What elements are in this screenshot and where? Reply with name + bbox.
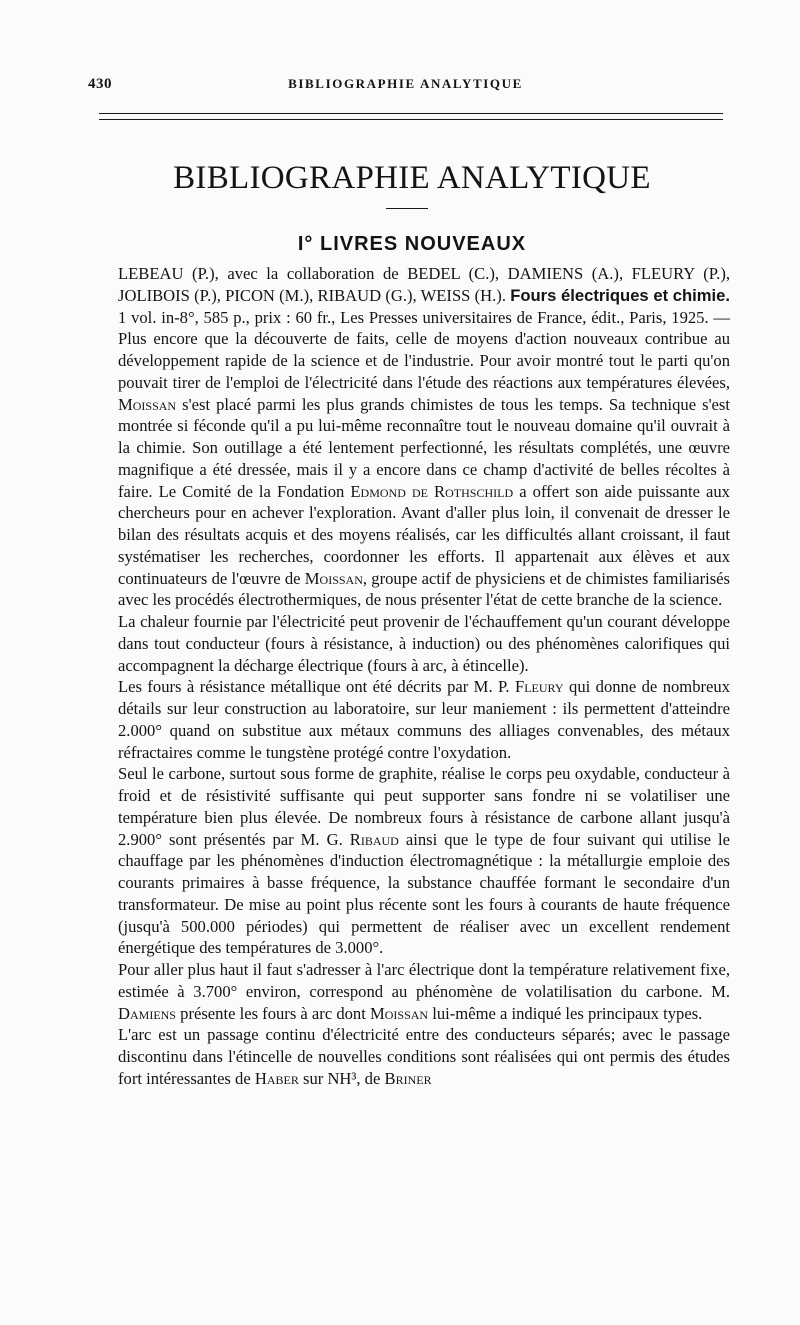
page-number: 430 xyxy=(88,76,112,92)
review-paragraph-3 xyxy=(118,676,730,763)
entry-authors: LEBEAU (P.), avec la collaboration de BEDEL (C.), DAMIENS (A.), FLEURY (P.), JOLIBOIS (P.), PICON (M.), RIBAUD (G.), WEISS (H.). xyxy=(118,264,730,305)
person-name: Fleury xyxy=(515,677,564,697)
person-name: Moissan xyxy=(370,1003,429,1023)
review-paragraph-6 xyxy=(118,1024,730,1089)
person-name: Haber xyxy=(254,1068,299,1088)
person-name: Briner xyxy=(384,1068,432,1088)
running-title: BIBLIOGRAPHIE ANALYTIQUE xyxy=(288,76,523,91)
paragraph-6-text-a: L'arc est un passage continu d'électricité entre des conducteurs séparés; avec le passage discontinu dans l'étincelle de nouvelles conditions sont réalisées qui ont permis des études fort intéressantes de xyxy=(118,1025,730,1088)
paragraph-4-text-b: ainsi que le type de four suivant qui utilise le chauffage par les phénomènes d'induction électromagnétique : la métallurgie emploie des courants primaires à basse fréquence, la substance chauffée formant le secondaire d'un transformateur. De mise au point plus récente sont les fours à courants de haute fréquence (jusqu'à 500.000 périodes) qui permettent de réaliser avec un excellent rendement énergétique des températures de 3.000°. xyxy=(118,829,730,958)
person-name: Damiens xyxy=(118,1003,176,1023)
review-paragraph-1 xyxy=(118,263,730,611)
page-title: BIBLIOGRAPHIE ANALYTIQUE xyxy=(173,160,651,196)
paragraph-5-text-c: lui-même a indiqué les principaux types. xyxy=(432,1003,703,1023)
review-body xyxy=(118,263,730,1090)
review-paragraph-4 xyxy=(118,763,730,959)
person-name: Moissan xyxy=(304,568,363,588)
review-paragraph-5 xyxy=(118,959,730,1024)
paragraph-1-text-c: a offert son aide puissante aux chercheurs pour en achever l'exploration. Avant d'aller plus loin, il convenait de dresser le bilan des résultats acquis et des moyens réalisés, car les difficultés allant croissant, il faut systématiser les recherches, coordonner les efforts. Il appartenait aux élèves et aux continuateurs de l'œuvre de xyxy=(118,481,730,588)
person-name: Moissan xyxy=(118,394,177,414)
header-double-rule xyxy=(99,113,723,120)
paragraph-6-text-b: sur NH³, de xyxy=(303,1068,381,1088)
running-header xyxy=(88,76,723,98)
publication-details: 1 vol. in-8°, 585 p., prix : 60 fr., Les Presses universitaires de France, édit., Paris, 1925. — xyxy=(118,307,730,327)
paragraph-1-text-d: , groupe actif de physiciens et de chimistes familiarisés avec les procédés électrothermiques, de nous présenter l'état de cette branche de la science. xyxy=(118,568,730,610)
person-name: Ribaud xyxy=(349,829,399,849)
paragraph-2-text: La chaleur fournie par l'électricité peut provenir de l'échauffement qu'un courant développe dans tout conducteur (fours à résistance, à induction) ou des phénomènes calorifiques qui accompagnent la décharge électrique (fours à arc, à étincelle). xyxy=(118,612,730,675)
section-heading: I° LIVRES NOUVEAUX xyxy=(297,233,527,255)
paragraph-5-text-a: Pour aller plus haut il faut s'adresser à l'arc électrique dont la température relativement fixe, estimée à 3.700° environ, correspond au phénomène de volatilisation du carbone. M. xyxy=(118,960,730,1001)
paragraph-5-text-b: présente les fours à arc dont xyxy=(180,1003,366,1023)
paragraph-1-text-a: Plus encore que la découverte de faits, celle de moyens d'action nouveaux contribue au développement rapide de la science et de l'industrie. Pour avoir montré tout le parti qu'on pouvait tirer de l'emploi de l'électricité dans l'étude des réactions aux températures élevées, xyxy=(118,329,730,392)
paragraph-3-text-a: Les fours à résistance métallique ont été décrits par M. P. xyxy=(118,677,510,697)
paragraph-3-text-b: qui donne de nombreux détails sur leur construction au laboratoire, sur leur maniement : ils permettent d'atteindre 2.000° quand on substitue aux métaux communs des alliages convenables, des métaux réfractaires comme le tungstène protégé contre l'oxydation. xyxy=(118,677,730,762)
paragraph-4-text-a: Seul le carbone, surtout sous forme de graphite, réalise le corps peu oxydable, conducteur à froid et de résistivité suffisante qui peut supporter sans fondre ni se volatiliser une température bien plus élevée. De nombreux fours à résistance de carbone allant jusqu'à 2.900° sont présentés par M. G. xyxy=(118,764,730,849)
title-ornament-rule xyxy=(386,208,428,209)
review-paragraph-2 xyxy=(118,611,730,676)
book-title: Fours électriques et chimie. xyxy=(510,285,730,305)
person-name: Edmond de Rothschild xyxy=(350,481,514,501)
paragraph-1-text-b: s'est placé parmi les plus grands chimistes de tous les temps. Sa technique s'est montrée si féconde qu'il a pu lui-même reconnaître tout le nouveau domaine qu'il ouvrait à la chimie. Son outillage a été lentement perfectionné, les résultats complétés, une œuvre magnifique a été dressée, mais il y a encore dans ce champ d'activité de belles récoltes à faire. Le Comité de la Fondation xyxy=(118,394,730,501)
